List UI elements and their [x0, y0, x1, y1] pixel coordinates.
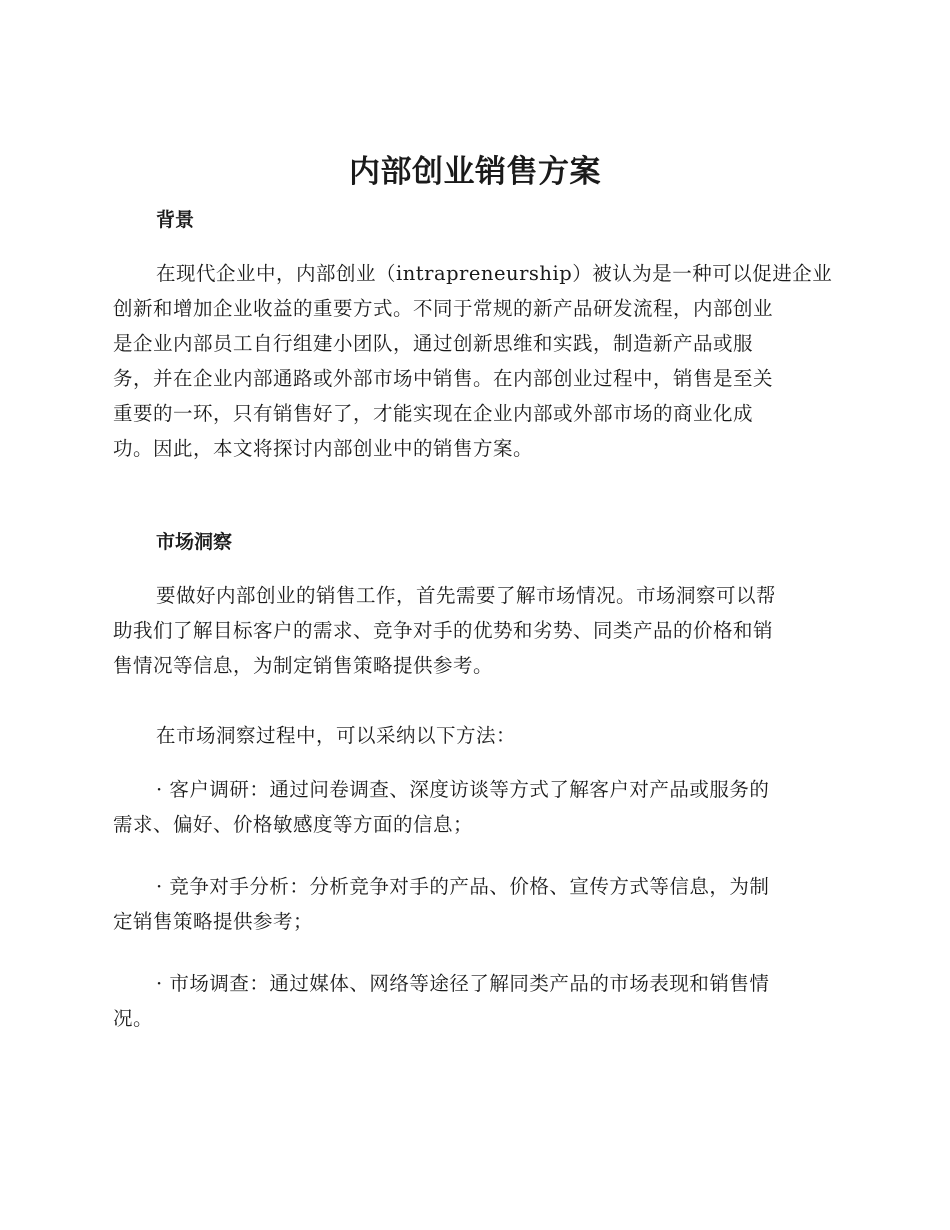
paragraph-line: 需求、偏好、价格敏感度等方面的信息；: [113, 813, 474, 836]
paragraph-line: 定销售策略提供参考；: [113, 910, 314, 933]
paragraph-line: · 竞争对手分析：分析竞争对手的产品、价格、宣传方式等信息，为制: [156, 875, 770, 898]
paragraph-background: [113, 256, 843, 466]
paragraph-market-intro: [113, 578, 843, 683]
paragraph-line: 是企业内部员工自行组建小团队，通过创新思维和实践，制造新产品或服: [113, 332, 754, 355]
bullet-market-survey: [113, 966, 843, 1036]
paragraph-line: 创新和增加企业收益的重要方式。不同于常规的新产品研发流程，内部创业: [113, 297, 774, 320]
document-title: 内部创业销售方案: [349, 154, 601, 190]
bullet-customer-research: [113, 772, 843, 842]
paragraph-line: 要做好内部创业的销售工作，首先需要了解市场情况。市场洞察可以帮: [156, 584, 777, 607]
section-heading-background: 背景: [156, 209, 195, 231]
paragraph-line: 重要的一环，只有销售好了，才能实现在企业内部或外部市场的商业化成: [113, 402, 754, 425]
paragraph-line: · 市场调查：通过媒体、网络等途径了解同类产品的市场表现和销售情: [156, 972, 770, 995]
paragraph-line: 功。因此，本文将探讨内部创业中的销售方案。: [113, 437, 534, 460]
paragraph-line: 况。: [113, 1007, 154, 1030]
paragraph-line: 务，并在企业内部通路或外部市场中销售。在内部创业过程中，销售是至关: [113, 367, 774, 390]
bullet-competitor-analysis: [113, 869, 843, 939]
paragraph-line: 在市场洞察过程中，可以采纳以下方法：: [156, 724, 517, 747]
paragraph-line: 助我们了解目标客户的需求、竞争对手的优势和劣势、同类产品的价格和销: [113, 619, 774, 642]
paragraph-line: 售情况等信息，为制定销售策略提供参考。: [113, 654, 494, 677]
paragraph-line: 在现代企业中，内部创业（intrapreneurship）被认为是一种可以促进企业: [156, 262, 833, 285]
paragraph-line: · 客户调研：通过问卷调查、深度访谈等方式了解客户对产品或服务的: [156, 778, 770, 801]
paragraph-methods-intro: [113, 718, 843, 753]
section-heading-market-insight: 市场洞察: [156, 531, 233, 553]
